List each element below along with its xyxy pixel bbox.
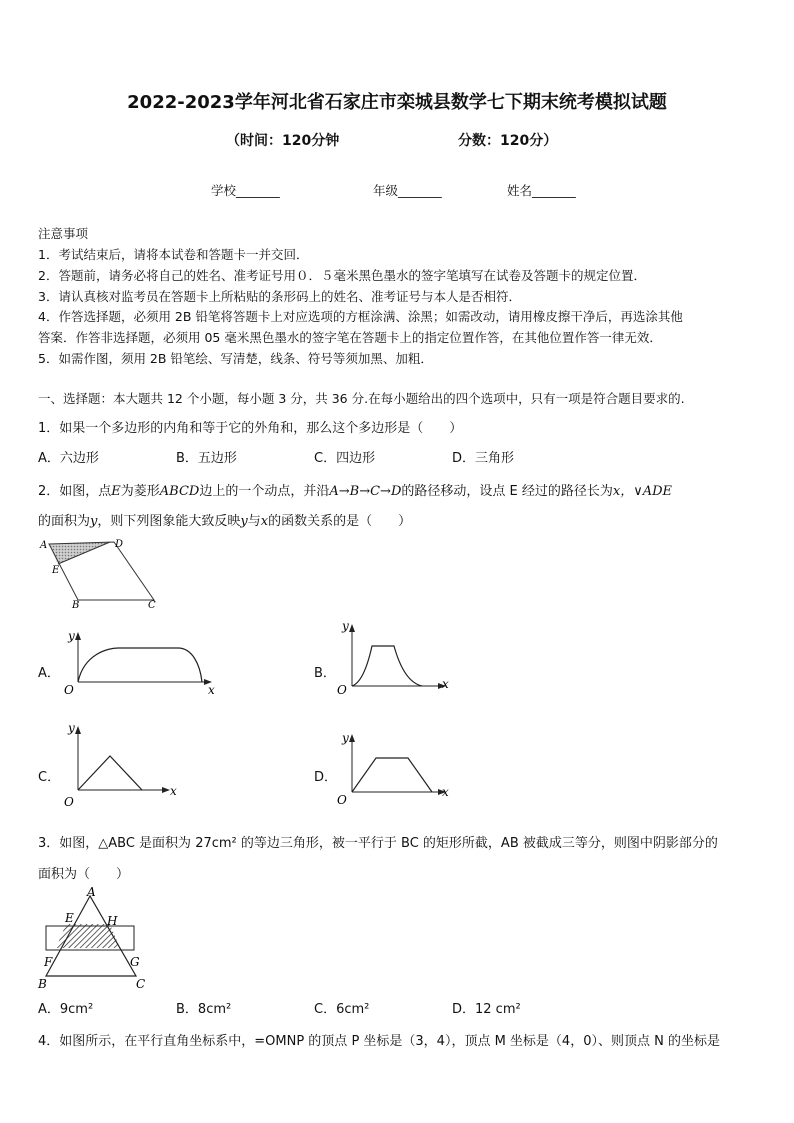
- math-var: ABCD: [159, 484, 200, 499]
- axis-y-label: y: [68, 629, 75, 643]
- text: 的函数关系的是（ ）: [268, 514, 412, 529]
- origin-label: O: [337, 793, 347, 807]
- text: 为菱形: [120, 484, 160, 499]
- q2-graph-b[interactable]: [334, 616, 458, 694]
- grade-field: 年级_______: [373, 183, 442, 198]
- page-title: 2022-2023学年河北省石家庄市栾城县数学七下期末统考模拟试题: [127, 92, 667, 113]
- q1-option-d[interactable]: D．三角形: [452, 451, 515, 466]
- q3-option-d[interactable]: D．12 cm²: [452, 1002, 521, 1017]
- exam-score: 分数：120分）: [458, 133, 558, 149]
- q2-stem-line2: [38, 510, 411, 529]
- axis-y-label: y: [342, 731, 349, 745]
- notice-item: 3．请认真核对监考员在答题卡上所粘贴的条形码上的姓名、准考证号与本人是否相符．: [38, 289, 521, 304]
- q2-option-d[interactable]: D．: [314, 770, 338, 785]
- notice-heading: 注意事项: [38, 226, 89, 241]
- label-f: F: [44, 955, 53, 969]
- text: 的路径移动，设点 E 经过的路径长为: [401, 484, 613, 499]
- label-e: E: [52, 565, 60, 576]
- q1-option-c[interactable]: C．四边形: [314, 451, 376, 466]
- axis-x-label: x: [170, 784, 177, 798]
- q3-triangle-figure: [34, 886, 160, 992]
- axis-x-label: x: [442, 677, 449, 691]
- q3-option-b[interactable]: B．8cm²: [176, 1002, 232, 1017]
- exam-time: （时间：120分钟: [226, 133, 340, 149]
- text: 与: [247, 514, 261, 529]
- text: 边上的一个动点，并沿: [199, 484, 330, 499]
- q2-graph-a[interactable]: [60, 624, 220, 698]
- label-c: C: [148, 600, 156, 611]
- q1-option-a[interactable]: A．六边形: [38, 451, 99, 466]
- axis-x-label: x: [442, 785, 449, 799]
- origin-label: O: [64, 683, 74, 697]
- notice-item: 5．如需作图，须用 2B 铅笔绘、写清楚，线条、符号等须加黑、加粗．: [38, 351, 433, 366]
- label-a: A: [40, 540, 48, 551]
- label-g: G: [130, 955, 140, 969]
- notice-item: 答案．作答非选择题，必须用 05 毫米黑色墨水的签字笔在答题卡上的指定位置作答，在其他位置作答一律无效．: [38, 330, 662, 345]
- label-e: E: [65, 911, 74, 925]
- math-var: ，∨ADE: [620, 484, 673, 499]
- q2-option-c[interactable]: C．: [38, 770, 61, 785]
- math-var: x: [612, 484, 621, 499]
- label-d: D: [115, 539, 124, 550]
- text: 2．如图，点: [38, 484, 112, 499]
- origin-label: O: [337, 683, 347, 694]
- school-field: 学校_______: [211, 183, 280, 198]
- math-var: E: [111, 484, 121, 499]
- section-heading: 一、选择题：本大题共 12 个小题，每小题 3 分，共 36 分.在每小题给出的四个选项中，只有一项是符合题目要求的.: [38, 391, 685, 406]
- text: ，则下列图象能大致反映: [97, 514, 241, 529]
- label-h: H: [107, 914, 118, 928]
- q3-stem-line2: 面积为（ ）: [38, 867, 130, 882]
- q2-option-b[interactable]: B．: [314, 666, 336, 681]
- q2-rhombus-figure: [34, 536, 174, 612]
- label-c: C: [136, 977, 146, 991]
- axis-x-label: x: [208, 683, 215, 697]
- notice-item: 4．作答选择题，必须用 2B 铅笔将答题卡上对应选项的方框涂满、涂黑；如需改动，请用橡皮擦干净后，再选涂其他: [38, 309, 683, 324]
- q1-stem: 1．如果一个多边形的内角和等于它的外角和，那么这个多边形是（ ）: [38, 421, 463, 436]
- q3-option-a[interactable]: A．9cm²: [38, 1002, 94, 1017]
- q2-graph-d[interactable]: [334, 728, 458, 808]
- axis-y-label: y: [68, 721, 75, 735]
- text: 的面积为: [38, 514, 91, 529]
- math-var: y: [240, 514, 248, 529]
- q4-stem-line1: 4．如图所示，在平行直角坐标系中，=OMNP 的顶点 P 坐标是（3，4），顶点 M 坐标是（4，0）、则顶点 N 的坐标是: [38, 1034, 720, 1049]
- label-b: B: [38, 977, 47, 991]
- q2-graph-c[interactable]: [60, 718, 184, 810]
- name-field: 姓名_______: [507, 183, 576, 198]
- q3-stem-line1: 3．如图，△ABC 是面积为 27cm² 的等边三角形，被一平行于 BC 的矩形所截，AB 被截成三等分，则图中阴影部分的: [38, 836, 718, 851]
- notice-item: 2．答题前，请务必将自己的姓名、准考证号用０．５毫米黑色墨水的签字笔填写在试卷及答题卡的规定位置．: [38, 268, 646, 283]
- label-b: B: [72, 600, 80, 611]
- q1-option-b[interactable]: B．五边形: [176, 451, 237, 466]
- notice-item: 1．考试结束后，请将本试卷和答题卡一并交回．: [38, 247, 309, 262]
- math-path: A→B→C→D: [329, 484, 402, 499]
- label-a: A: [87, 886, 96, 899]
- origin-label: O: [64, 795, 74, 809]
- math-var: x: [260, 514, 269, 529]
- q2-stem-line1: [38, 480, 672, 499]
- axis-y-label: y: [342, 619, 349, 633]
- math-var: y: [90, 514, 98, 529]
- q3-option-c[interactable]: C．6cm²: [314, 1002, 370, 1017]
- q2-option-a[interactable]: A．: [38, 666, 60, 681]
